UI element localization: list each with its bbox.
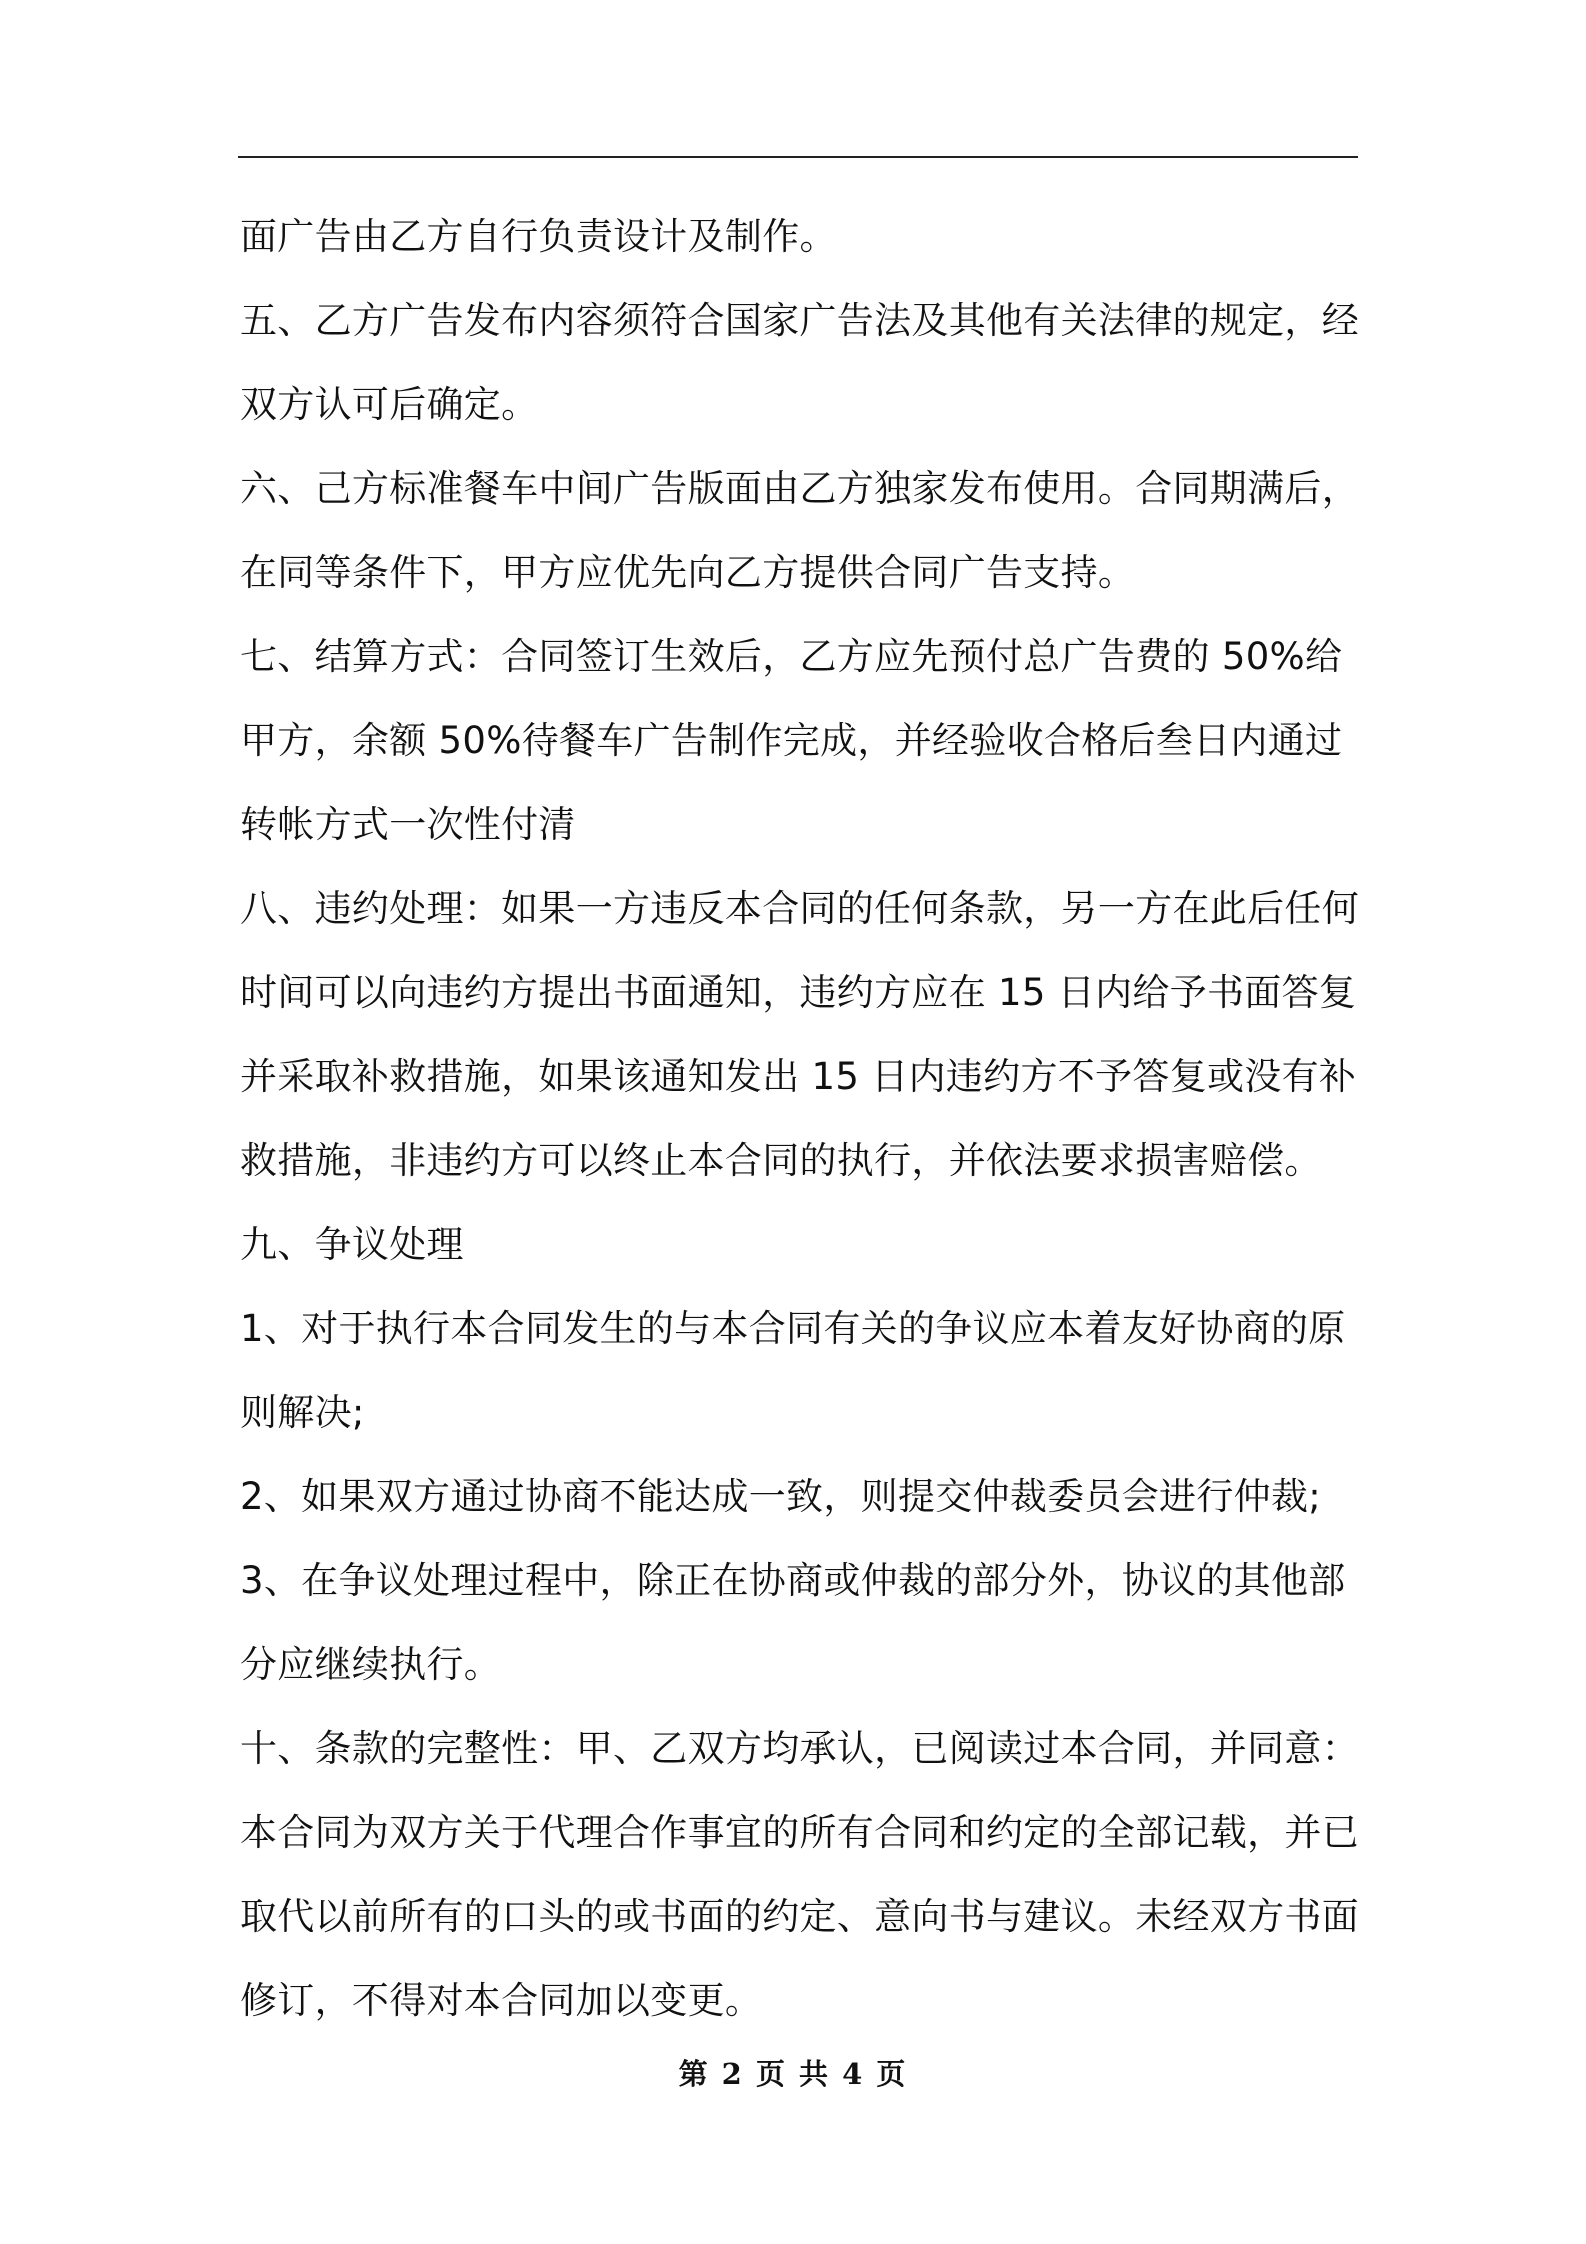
text-line: 3、在争议处理过程中，除正在协商或仲裁的部分外，协议的其他部 [240,1559,1346,1602]
text-line: 在同等条件下，甲方应优先向乙方提供合同广告支持。 [240,551,1136,594]
text-line: 面广告由乙方自行负责设计及制作。 [240,215,837,258]
text-line: 九、争议处理 [240,1223,464,1266]
text-line: 分应继续执行。 [240,1643,502,1686]
text-line: 则解决; [240,1391,365,1434]
text-line: 并采取补救措施，如果该通知发出 15 日内违约方不予答复或没有补 [240,1055,1357,1098]
text-line: 修订，不得对本合同加以变更。 [240,1979,763,2022]
document-body [240,195,1360,2043]
text-line: 五、乙方广告发布内容须符合国家广告法及其他有关法律的规定，经 [240,299,1359,342]
text-line: 转帐方式一次性付清 [240,803,576,846]
header-rule [238,156,1358,158]
page-number: 第 2 页 共 4 页 [678,2057,908,2091]
text-line: 2、如果双方通过协商不能达成一致，则提交仲裁委员会进行仲裁; [240,1475,1322,1518]
text-line: 时间可以向违约方提出书面通知，违约方应在 15 日内给予书面答复 [240,971,1357,1014]
text-line: 甲方，余额 50%待餐车广告制作完成，并经验收合格后叁日内通过 [240,719,1343,762]
text-line: 1、对于执行本合同发生的与本合同有关的争议应本着友好协商的原 [240,1307,1346,1350]
text-line: 双方认可后确定。 [240,383,539,426]
text-line: 取代以前所有的口头的或书面的约定、意向书与建议。未经双方书面 [240,1895,1359,1938]
text-line: 七、结算方式：合同签订生效后，乙方应先预付总广告费的 50%给 [240,635,1343,678]
text-line: 八、违约处理：如果一方违反本合同的任何条款，另一方在此后任何 [240,887,1359,930]
text-line: 救措施，非违约方可以终止本合同的执行，并依法要求损害赔偿。 [240,1139,1322,1182]
text-line: 六、己方标准餐车中间广告版面由乙方独家发布使用。合同期满后， [240,467,1359,510]
text-line: 十、条款的完整性：甲、乙双方均承认，已阅读过本合同，并同意： [240,1727,1359,1770]
text-line: 本合同为双方关于代理合作事宜的所有合同和约定的全部记载，并已 [240,1811,1359,1854]
